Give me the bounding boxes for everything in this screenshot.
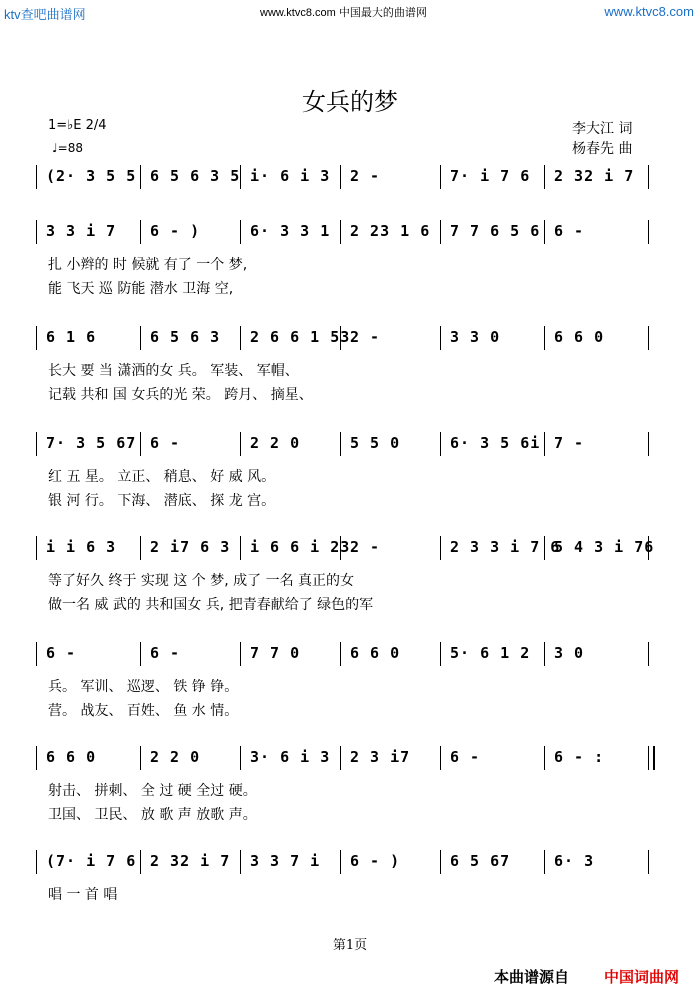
measure: 2 3 3 i 7 6	[450, 538, 561, 556]
measure: 7· 3 5 67	[46, 434, 137, 452]
measure: 6 6 0	[554, 328, 605, 346]
measure: 6 - :	[554, 748, 605, 766]
lyricist-credit: 李大江 词	[572, 121, 633, 137]
lyric-line: 能 飞天 巡 防能 潜水 卫海 空,	[48, 281, 234, 297]
bar-line	[544, 432, 545, 456]
measure: 6 6 0	[350, 644, 401, 662]
measure: 2 -	[350, 328, 381, 346]
lyric-line: 唱 一 首 唱	[48, 887, 118, 903]
bar-line	[648, 220, 649, 244]
score-system	[36, 432, 656, 456]
lyric-line: 卫国、 卫民、 放 歌 声 放歌 声。	[48, 807, 257, 823]
bar-line	[440, 326, 441, 350]
bar-line	[140, 642, 141, 666]
measure: 2 2 0	[150, 748, 201, 766]
measure: 6 5 67	[450, 852, 511, 870]
measure: 6 -	[554, 222, 585, 240]
bar-line	[140, 536, 141, 560]
bar-line	[240, 220, 241, 244]
measure: 2 i7 6 3	[150, 538, 231, 556]
measure: 3· 6 i 3	[250, 748, 331, 766]
bar-line	[544, 220, 545, 244]
measure: 3 3 0	[450, 328, 501, 346]
bar-line	[440, 536, 441, 560]
measure: 2 32 i 7	[554, 167, 635, 185]
score-system	[36, 165, 656, 189]
bar-line	[340, 165, 341, 189]
song-title: 女兵的梦	[302, 88, 398, 116]
site-logo-right[interactable]: www.ktvc8.com	[604, 4, 694, 19]
score-system	[36, 326, 656, 350]
measure: (2· 3 5 5	[46, 167, 137, 185]
site-logo-left[interactable]: ktv查吧曲谱网	[4, 7, 86, 22]
bar-line	[340, 432, 341, 456]
measure: 3 0	[554, 644, 585, 662]
bar-line	[36, 165, 37, 189]
bar-line	[240, 746, 241, 770]
measure: (7· i 7 6	[46, 852, 137, 870]
bar-line	[240, 642, 241, 666]
bar-line	[36, 746, 37, 770]
bar-line	[440, 432, 441, 456]
bar-line	[36, 536, 37, 560]
measure: 6 - )	[350, 852, 401, 870]
measure: 5 4 3 i 76	[554, 538, 655, 556]
bar-line	[240, 536, 241, 560]
bar-line	[36, 642, 37, 666]
bar-line	[36, 220, 37, 244]
lyric-line: 兵。 军训、 巡逻、 铁 铮 铮。	[48, 679, 239, 695]
lyric-line: 做一名 威 武的 共和国女 兵, 把青春献给了 绿色的军	[48, 597, 374, 613]
composer-credit: 杨春先 曲	[572, 141, 633, 157]
bar-line	[648, 850, 649, 874]
bar-line	[36, 432, 37, 456]
measure: 6 -	[150, 644, 181, 662]
lyric-line: 红 五 星。 立正、 稍息、 好 威 风。	[48, 469, 276, 485]
measure: 2 23 1 6	[350, 222, 431, 240]
measure: 6 6 0	[46, 748, 97, 766]
bar-line	[240, 432, 241, 456]
bar-line	[440, 746, 441, 770]
measure: i 6 6 i 23	[250, 538, 351, 556]
score-system	[36, 746, 656, 770]
measure: 3 3 i 7	[46, 222, 117, 240]
measure: 2 32 i 7	[150, 852, 231, 870]
lyric-line: 等了好久 终于 实现 这 个 梦, 成了 一名 真正的女	[48, 573, 355, 589]
lyric-line: 射击、 拼刺、 全 过 硬 全过 硬。	[48, 783, 257, 799]
bar-line	[648, 432, 649, 456]
bar-line	[440, 165, 441, 189]
measure: 7 7 0	[250, 644, 301, 662]
bar-line	[240, 850, 241, 874]
bar-line	[440, 850, 441, 874]
bar-line	[340, 220, 341, 244]
measure: 7 7 6 5 6	[450, 222, 541, 240]
measure: 3 3 7 i	[250, 852, 321, 870]
measure: 2 3 i7	[350, 748, 411, 766]
measure: 5· 6 1 2	[450, 644, 531, 662]
key-signature: 1=♭E 2/4	[48, 118, 107, 133]
bar-line	[648, 746, 655, 770]
measure: 5 5 0	[350, 434, 401, 452]
bar-line	[544, 326, 545, 350]
lyric-line: 扎 小辫的 时 候就 有了 一个 梦,	[48, 257, 248, 273]
bar-line	[140, 432, 141, 456]
bar-line	[544, 850, 545, 874]
bar-line	[648, 326, 649, 350]
lyric-line: 银 河 行。 下海、 潜底、 探 龙 宫。	[48, 493, 276, 509]
bar-line	[648, 165, 649, 189]
bar-line	[140, 850, 141, 874]
measure: 6 5 6 3	[150, 328, 221, 346]
bar-line	[440, 220, 441, 244]
bar-line	[140, 165, 141, 189]
tempo-marking: ♩=88	[52, 141, 83, 155]
measure: 6· 3 3 1	[250, 222, 331, 240]
bar-line	[544, 165, 545, 189]
bar-line	[140, 746, 141, 770]
bar-line	[36, 326, 37, 350]
score-system	[36, 536, 656, 560]
source-site-link[interactable]: 中国词曲网	[604, 968, 680, 986]
bar-line	[340, 850, 341, 874]
bar-line	[36, 850, 37, 874]
score-system	[36, 642, 656, 666]
measure: 2 6 6 1 53	[250, 328, 351, 346]
bar-line	[648, 642, 649, 666]
measure: 2 -	[350, 167, 381, 185]
measure: 2 -	[350, 538, 381, 556]
measure: 2 2 0	[250, 434, 301, 452]
measure: 6 -	[450, 748, 481, 766]
measure: 6 -	[46, 644, 77, 662]
measure: i· 6 i 3	[250, 167, 331, 185]
lyric-line: 营。 战友、 百姓、 鱼 水 情。	[48, 703, 239, 719]
bar-line	[340, 642, 341, 666]
bar-line	[140, 220, 141, 244]
score-system	[36, 850, 656, 874]
bar-line	[240, 326, 241, 350]
bar-line	[140, 326, 141, 350]
measure: 6· 3 5 6i	[450, 434, 541, 452]
source-label: 本曲谱源自	[494, 968, 570, 986]
score-system	[36, 220, 656, 244]
measure: 6 - )	[150, 222, 201, 240]
measure: i i 6 3	[46, 538, 117, 556]
measure: 7· i 7 6	[450, 167, 531, 185]
measure: 7 -	[554, 434, 585, 452]
header-center-text: www.ktvc8.com 中国最大的曲谱网	[260, 7, 427, 19]
bar-line	[544, 746, 545, 770]
measure: 6· 3	[554, 852, 595, 870]
bar-line	[340, 746, 341, 770]
page-number: 第1页	[332, 938, 368, 953]
measure: 6 -	[150, 434, 181, 452]
measure: 6 5 6 3 5	[150, 167, 241, 185]
measure: 6 1 6	[46, 328, 97, 346]
lyric-line: 长大 要 当 潇洒的女 兵。 军装、 军帽、	[48, 363, 299, 379]
bar-line	[544, 642, 545, 666]
bar-line	[440, 642, 441, 666]
lyric-line: 记载 共和 国 女兵的光 荣。 跨月、 摘星、	[48, 387, 313, 403]
